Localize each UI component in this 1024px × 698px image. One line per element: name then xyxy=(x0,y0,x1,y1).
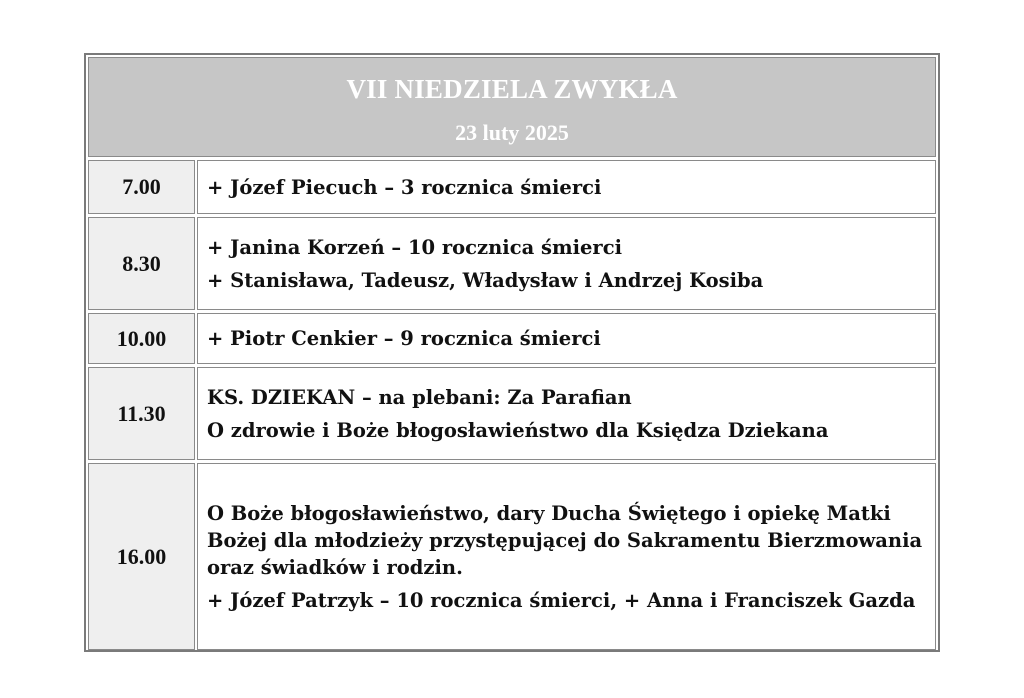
mass-time: 16.00 xyxy=(88,463,195,650)
intention-line: + Janina Korzeń – 10 rocznica śmierci xyxy=(207,235,622,259)
mass-intentions xyxy=(197,217,936,310)
sunday-date: 23 luty 2025 xyxy=(455,120,569,145)
table-row xyxy=(88,463,936,650)
table-header xyxy=(88,57,936,157)
mass-intentions xyxy=(197,367,936,460)
mass-intentions xyxy=(197,313,936,364)
mass-intentions xyxy=(197,463,936,650)
mass-time: 11.30 xyxy=(88,367,195,460)
intention-line: + Józef Piecuch – 3 rocznica śmierci xyxy=(207,175,602,199)
mass-time: 8.30 xyxy=(88,217,195,310)
intention-line: O zdrowie i Boże błogosławieństwo dla Księdza Dziekana xyxy=(207,418,829,442)
mass-intentions xyxy=(197,160,936,214)
table-row xyxy=(88,160,936,214)
sunday-title: VII NIEDZIELA ZWYKŁA xyxy=(346,74,678,104)
table-row xyxy=(88,367,936,460)
mass-time: 7.00 xyxy=(88,160,195,214)
intention-line: KS. DZIEKAN – na plebani: Za Parafian xyxy=(207,385,632,409)
table-row xyxy=(88,313,936,364)
table-row xyxy=(88,217,936,310)
intention-line: + Piotr Cenkier – 9 rocznica śmierci xyxy=(207,327,601,350)
intention-line: + Józef Patrzyk – 10 rocznica śmierci, + Anna i Franciszek Gazda xyxy=(207,588,916,612)
mass-schedule-table xyxy=(84,53,940,652)
mass-time: 10.00 xyxy=(88,313,195,364)
intention-line: O Boże błogosławieństwo, dary Ducha Świętego i opiekę Matki Bożej dla młodzieży przystępującej do Sakramentu Bierzmowania oraz świadków i rodzin. xyxy=(207,501,923,579)
intention-line: + Stanisława, Tadeusz, Władysław i Andrzej Kosiba xyxy=(207,268,764,292)
